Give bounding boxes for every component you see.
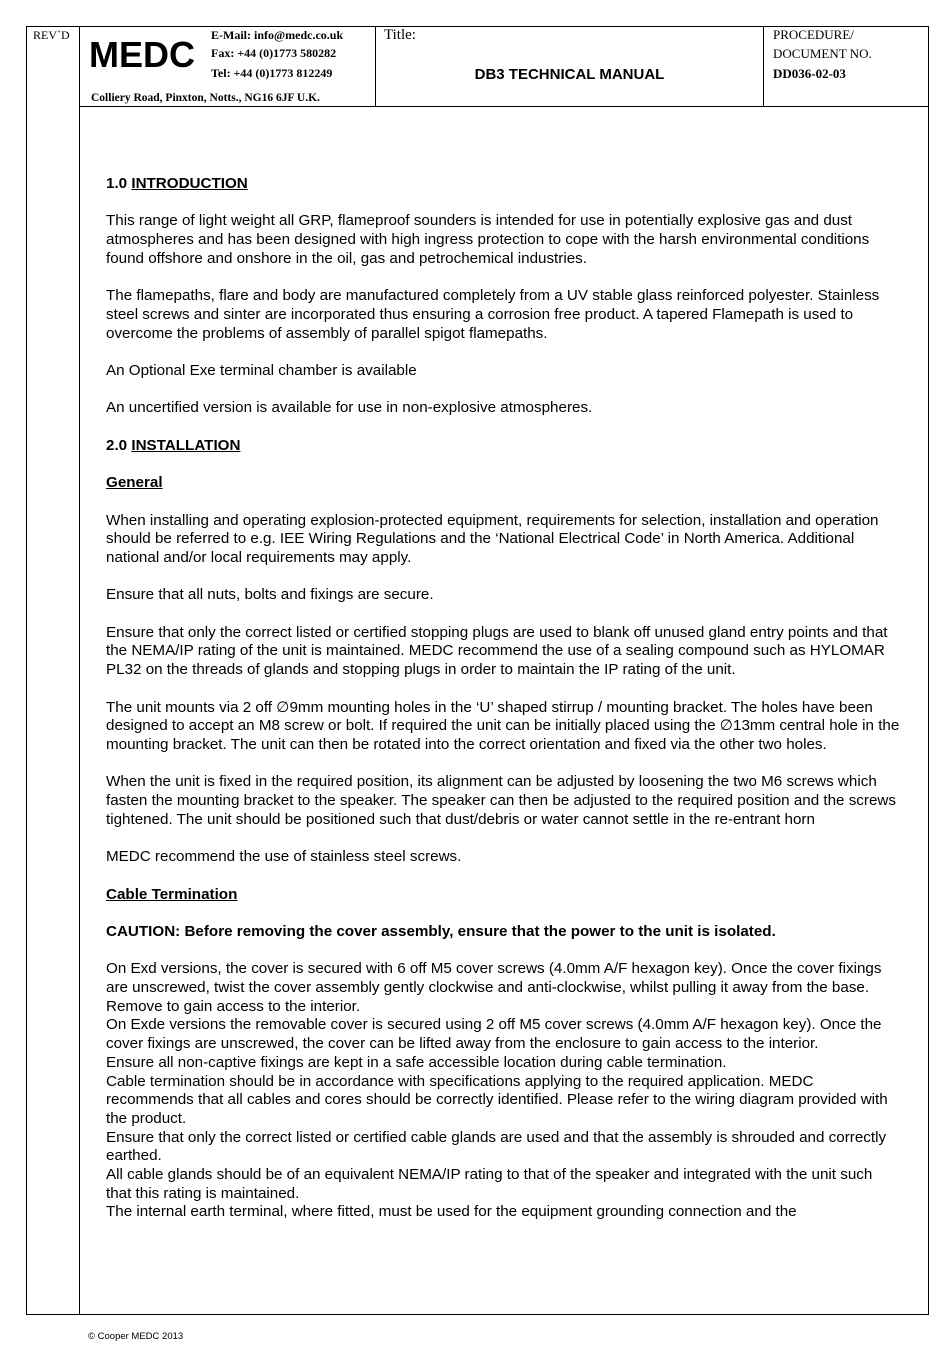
company-address: Colliery Road, Pinxton, Notts., NG16 6JF U.K.	[91, 92, 320, 104]
title-label: Title:	[384, 27, 416, 43]
copyright-footer: © Cooper MEDC 2013	[88, 1331, 184, 1342]
subheading-general: General	[106, 474, 163, 492]
subheading-cable-termination: Cable Termination	[106, 885, 238, 903]
general-paragraph: The unit mounts via 2 off ∅9mm mounting holes in the ‘U’ shaped stirrup / mounting bracket. The holes have been designed to accept an M8 screw or bolt. If required the unit can be initially placed using the ∅13mm central hole in the mounting bracket. The unit can then be rotated into the correct orientation and fixed via the other two holes.	[106, 698, 900, 753]
general-paragraph: Ensure that all nuts, bolts and fixings are secure.	[106, 586, 434, 604]
contact-email: E-Mail: info@medc.co.uk	[211, 28, 344, 42]
section-heading-introduction: 1.0 INTRODUCTION	[106, 175, 248, 192]
general-paragraph: MEDC recommend the use of stainless steel screws.	[106, 848, 462, 866]
general-paragraph: When installing and operating explosion-protected equipment, requirements for selection, installation and operation should be referred to e.g. IEE Wiring Regulations and the ‘National Electrical Code’ in North America. Additional national and/or local requirements may apply.	[106, 511, 879, 566]
document-title: DB3 TECHNICAL MANUAL	[474, 66, 665, 83]
cable-paragraph: Ensure that only the correct listed or certified cable glands are used and that the assembly is shrouded and correctly earthed.	[106, 1128, 887, 1165]
title-cell	[375, 26, 764, 106]
document-number-label: DOCUMENT NO.	[773, 46, 872, 61]
company-logo: MEDC	[89, 34, 195, 75]
intro-paragraph: An uncertified version is available for use in non-explosive atmospheres.	[106, 399, 593, 417]
caution-notice: CAUTION: Before removing the cover assembly, ensure that the power to the unit is isolated.	[106, 922, 776, 940]
contact-fax: Fax: +44 (0)1773 580282	[211, 46, 337, 60]
procedure-label: PROCEDURE/	[773, 27, 854, 42]
general-paragraph: When the unit is fixed in the required position, its alignment can be adjusted by loosening the two M6 screws which fasten the mounting bracket to the speaker. The speaker can then be adjusted to the required position and the screws tightened. The unit should be positioned such that dust/debris or water cannot settle in the re-entrant horn	[106, 773, 896, 828]
cable-paragraph: Cable termination should be in accordance with specifications applying to the required application. MEDC recommends that all cables and cores should be correctly identified. Please refer to the wiring diagram provided with the product.	[106, 1072, 888, 1127]
revision-column	[26, 26, 79, 1315]
intro-paragraph: An Optional Exe terminal chamber is available	[106, 361, 417, 379]
cable-paragraph: Ensure all non-captive fixings are kept in a safe accessible location during cable termination.	[106, 1053, 727, 1071]
intro-paragraph: The flamepaths, flare and body are manufactured completely from a UV stable glass reinforced polyester. Stainless steel screws and sinter are incorporated thus ensuring a corrosion free product. A tapered Flamepath is used to overcome the problems of assembly of parallel spigot flamepaths.	[106, 287, 880, 342]
cable-paragraph: On Exd versions, the cover is secured with 6 off M5 cover screws (4.0mm A/F hexagon key). Once the cover fixings are unscrewed, twist the cover assembly gently clockwise and anti-clockwise, whilst pulling it away from the base. Remove to gain access to the interior.	[106, 960, 882, 1015]
contact-tel: Tel: +44 (0)1773 812249	[211, 66, 333, 80]
revision-label: REV`D	[33, 28, 70, 42]
general-paragraph: Ensure that only the correct listed or certified stopping plugs are used to blank off unused gland entry points and that the NEMA/IP rating of the unit is maintained. MEDC recommend the use of a sealing compound such as HYLOMAR PL32 on the threads of glands and stopping plugs in order to maintain the IP rating of the unit.	[106, 623, 888, 679]
document-header	[79, 26, 929, 107]
section-heading-installation: 2.0 INSTALLATION	[106, 436, 241, 454]
cable-paragraph: The internal earth terminal, where fitted, must be used for the equipment grounding connection and the	[106, 1203, 797, 1221]
cable-paragraph: All cable glands should be of an equivalent NEMA/IP rating to that of the speaker and integrated with the unit such that this rating is maintained.	[106, 1166, 873, 1202]
cable-paragraph: On Exde versions the removable cover is secured using 2 off M5 cover screws (4.0mm A/F hexagon key). Once the cover fixings are unscrewed, the cover can be lifted away from the enclosure to gain access to the interior.	[106, 1016, 882, 1053]
document-number: DD036-02-03	[773, 66, 846, 81]
intro-paragraph: This range of light weight all GRP, flameproof sounders is intended for use in potentially explosive gas and dust atmospheres and has been designed with high ingress protection to cope with the harsh environmental conditions found offshore and onshore in the oil, gas and petrochemical industries.	[106, 212, 870, 267]
document-body	[106, 175, 901, 1222]
